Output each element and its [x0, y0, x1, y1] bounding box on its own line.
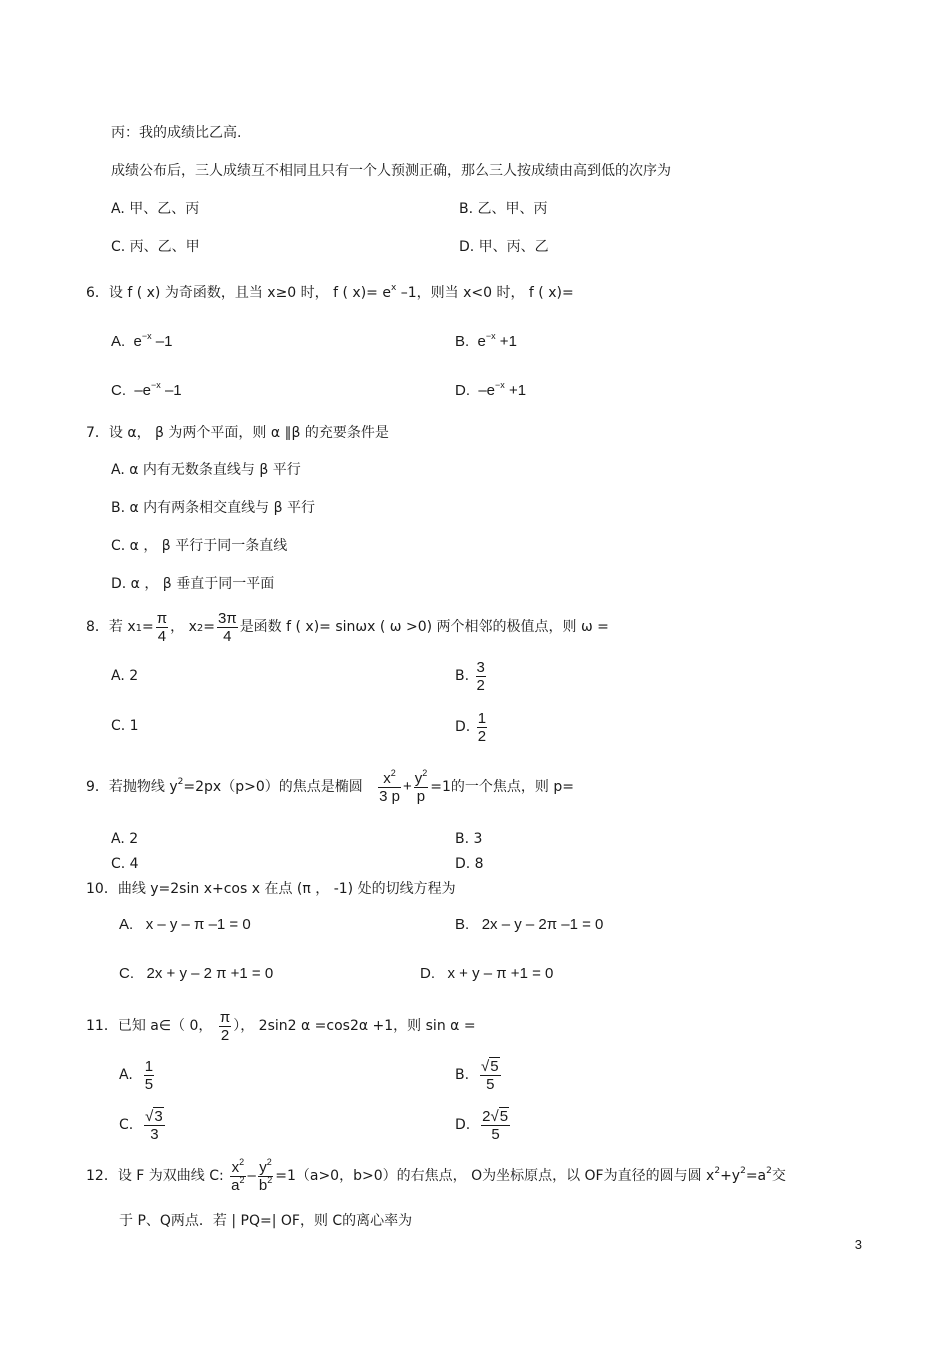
q12-text-post3: =a [745, 1168, 767, 1184]
option-label: B. [455, 333, 470, 350]
q9-frac-x [378, 767, 401, 805]
option-tail: –1 [160, 382, 182, 399]
q12-sup: 2 [766, 1166, 772, 1176]
q8-b-frac [476, 659, 486, 694]
option-expr: e [133, 333, 142, 350]
frac-den: p [416, 787, 426, 805]
q9-option-c: C. 4 [111, 856, 139, 872]
frac-den: 4 [223, 627, 232, 645]
q6-stem-text: 6．设 f ( x) 为奇函数，且当 x≥0 时， f ( x)= e [86, 285, 391, 301]
option-sup: −x [141, 331, 152, 341]
q10-option-b [455, 916, 603, 934]
option-expr: x – y – π –1 = 0 [145, 916, 251, 933]
frac-num: x [383, 769, 391, 787]
q11-option-a [119, 1056, 156, 1094]
frac-den: 5 [486, 1075, 495, 1093]
q11-text: 11．已知 a∈（ 0， [86, 1018, 213, 1034]
q8-text-mid: ， x [170, 619, 197, 635]
q9-plus: + [402, 778, 412, 795]
frac-den: 5 [491, 1125, 500, 1143]
sqrt-sign: √5 [480, 1057, 499, 1075]
sqrt-sign: √3 [145, 1107, 163, 1125]
q7-option-d: D. α ， β 垂直于同一平面 [111, 576, 275, 592]
q8-eq: = [203, 619, 215, 635]
q9-sup: 2 [177, 777, 184, 787]
q12-text-post: =1（a>0，b>0）的右焦点， O为坐标原点，以 OF为直径的圆与圆 x [275, 1168, 715, 1184]
q7-option-c: C. α ， β 平行于同一条直线 [111, 538, 288, 554]
option-expr: –e [134, 382, 152, 399]
q11-a-frac [144, 1058, 154, 1093]
q8-option-c: C. 1 [111, 718, 139, 734]
q8-sub1: 1 [135, 623, 143, 634]
q12-frac-y [258, 1156, 273, 1194]
q11-frac [219, 1009, 231, 1044]
option-label: A. [119, 916, 134, 933]
frac-den: 2 [477, 727, 487, 745]
option-sup: −x [151, 380, 161, 390]
option-expr: 2x + y – 2 π +1 = 0 [146, 965, 274, 982]
option-label: D. [455, 382, 470, 399]
q11-option-b [455, 1056, 503, 1094]
frac-sup: 2 [390, 767, 396, 778]
q8-option-a: A. 2 [111, 668, 139, 684]
q9-frac-y [414, 767, 429, 805]
q9-option-d: D. 8 [455, 856, 484, 872]
question-12-line2: 于 P、Q两点．若 | PQ=| OF，则 C的离心率为 [119, 1213, 413, 1229]
q9-option-a: A. 2 [111, 831, 139, 847]
q7-option-b: B. α 内有两条相交直线与 β 平行 [111, 500, 316, 516]
question-12-stem [86, 1154, 786, 1198]
q8-d-frac [477, 710, 487, 745]
question-11-stem [86, 1007, 476, 1045]
q12-minus: – [247, 1167, 256, 1184]
option-expr: e [477, 333, 486, 350]
q6-option-b [455, 333, 517, 351]
option-tail: –1 [151, 333, 173, 350]
q8-option-b [455, 657, 488, 695]
option-label: A. [119, 1067, 133, 1083]
q11-option-c [119, 1106, 167, 1144]
q11-b-frac [480, 1058, 501, 1093]
frac-den: 2 [476, 676, 485, 694]
frac-den: a [231, 1176, 240, 1194]
option-label: D. [455, 719, 471, 735]
q8-option-d [455, 708, 489, 746]
question-10-stem: 10．曲线 y=2sin x+cos x 在点 (π ， -1) 处的切线方程为 [86, 881, 456, 897]
question-6-stem [86, 284, 574, 302]
frac-sup: 2 [266, 1156, 272, 1167]
question-8-stem [86, 608, 609, 648]
q6-option-a [111, 333, 173, 351]
q11-text-post: ）， 2sin2 α =cos2α +1，则 sin α = [233, 1018, 476, 1034]
option-sup: −x [485, 331, 496, 341]
frac-den: 2 [220, 1026, 230, 1044]
page-number: 3 [854, 1237, 862, 1252]
frac-num: y [414, 769, 423, 787]
q12-sup: 2 [740, 1166, 746, 1176]
frac-num: π [219, 1008, 231, 1026]
frac-den: 3 [150, 1125, 159, 1143]
frac-sup: 2 [239, 1156, 245, 1167]
option-sup: −x [495, 380, 505, 390]
option-expr: 2x – y – 2π –1 = 0 [481, 916, 604, 933]
frac-num: 3π [217, 609, 237, 627]
radicand: 3 [154, 1107, 163, 1125]
statement-bing: 丙：我的成绩比乙高. [111, 125, 242, 141]
option-label: D. [420, 965, 435, 982]
question-7-stem: 7．设 α， β 为两个平面，则 α ∥β 的充要条件是 [86, 425, 389, 441]
q5-option-c: C. 丙、乙、甲 [111, 239, 200, 255]
q8-sub2: 2 [196, 623, 204, 634]
q6-option-c [111, 382, 182, 400]
q12-text: 12．设 F 为双曲线 C: [86, 1168, 224, 1184]
q12-frac-x [230, 1156, 245, 1194]
option-label: C. [119, 1117, 134, 1133]
frac-num: 1 [477, 709, 487, 727]
q8-text: 8．若 x [86, 619, 136, 635]
q5-option-a: A. 甲、乙、丙 [111, 201, 200, 217]
q11-d-frac [481, 1108, 510, 1143]
question-5-stem: 成绩公布后，三人成绩互不相同且只有一个人预测正确，那么三人按成绩由高到低的次序为 [111, 163, 671, 179]
q7-option-a: A. α 内有无数条直线与 β 平行 [111, 462, 301, 478]
sqrt-sign: √5 [490, 1107, 509, 1125]
q8-eq: = [142, 619, 154, 635]
frac-num: π [156, 609, 168, 627]
q12-text-post4: 交 [771, 1168, 786, 1184]
q8-frac-1 [156, 610, 168, 645]
option-tail: +1 [504, 382, 527, 399]
q10-option-d [420, 965, 553, 983]
frac-sup: 2 [267, 1174, 273, 1185]
q10-option-a [119, 916, 251, 934]
option-label: D. [455, 1117, 471, 1133]
q9-text2: =2px（p>0）的焦点是椭圆 [183, 779, 363, 795]
q8-frac-2 [217, 610, 238, 645]
option-label: B. [455, 1067, 470, 1083]
q9-text: 9．若抛物线 y [86, 779, 178, 795]
option-label: C. [119, 965, 134, 982]
frac-den: 3 p [379, 787, 400, 805]
q12-text-post2: +y [720, 1168, 741, 1184]
frac-sup: 2 [239, 1174, 245, 1185]
q9-option-b: B. 3 [455, 831, 483, 847]
frac-den: b [258, 1176, 268, 1194]
option-expr: –e [478, 382, 496, 399]
q6-option-d [455, 382, 526, 400]
q6-stem-sup: x [390, 283, 397, 293]
q10-option-c [119, 965, 273, 983]
frac-num: 1 [144, 1057, 154, 1075]
q9-text-post: =1的一个焦点，则 p= [430, 779, 574, 795]
frac-den: 5 [144, 1075, 154, 1093]
radicand: 5 [499, 1107, 509, 1125]
q11-c-frac [144, 1108, 165, 1143]
q8-text-post: 是函数 f ( x)= sinωx ( ω >0) 两个相邻的极值点，则 ω = [239, 619, 609, 635]
coefficient: 2 [482, 1107, 491, 1125]
frac-den: 4 [157, 627, 167, 645]
q5-option-d: D. 甲、丙、乙 [459, 239, 549, 255]
option-expr: x + y – π +1 = 0 [447, 965, 554, 982]
q12-sup: 2 [714, 1166, 721, 1176]
option-tail: +1 [495, 333, 517, 350]
option-label: B. [455, 916, 470, 933]
option-label: B. [455, 668, 470, 684]
radicand: 5 [490, 1057, 499, 1075]
frac-num: 3 [476, 658, 485, 676]
question-9-stem [86, 766, 574, 808]
frac-num: y [259, 1158, 267, 1176]
q5-option-b: B. 乙、甲、丙 [459, 201, 548, 217]
frac-num: x [231, 1158, 240, 1176]
option-label: C. [111, 382, 126, 399]
frac-sup: 2 [422, 767, 428, 778]
q11-option-d [455, 1106, 512, 1144]
q6-stem-text2: –1，则当 x<0 时， f ( x)= [396, 285, 574, 301]
option-label: A. [111, 333, 126, 350]
